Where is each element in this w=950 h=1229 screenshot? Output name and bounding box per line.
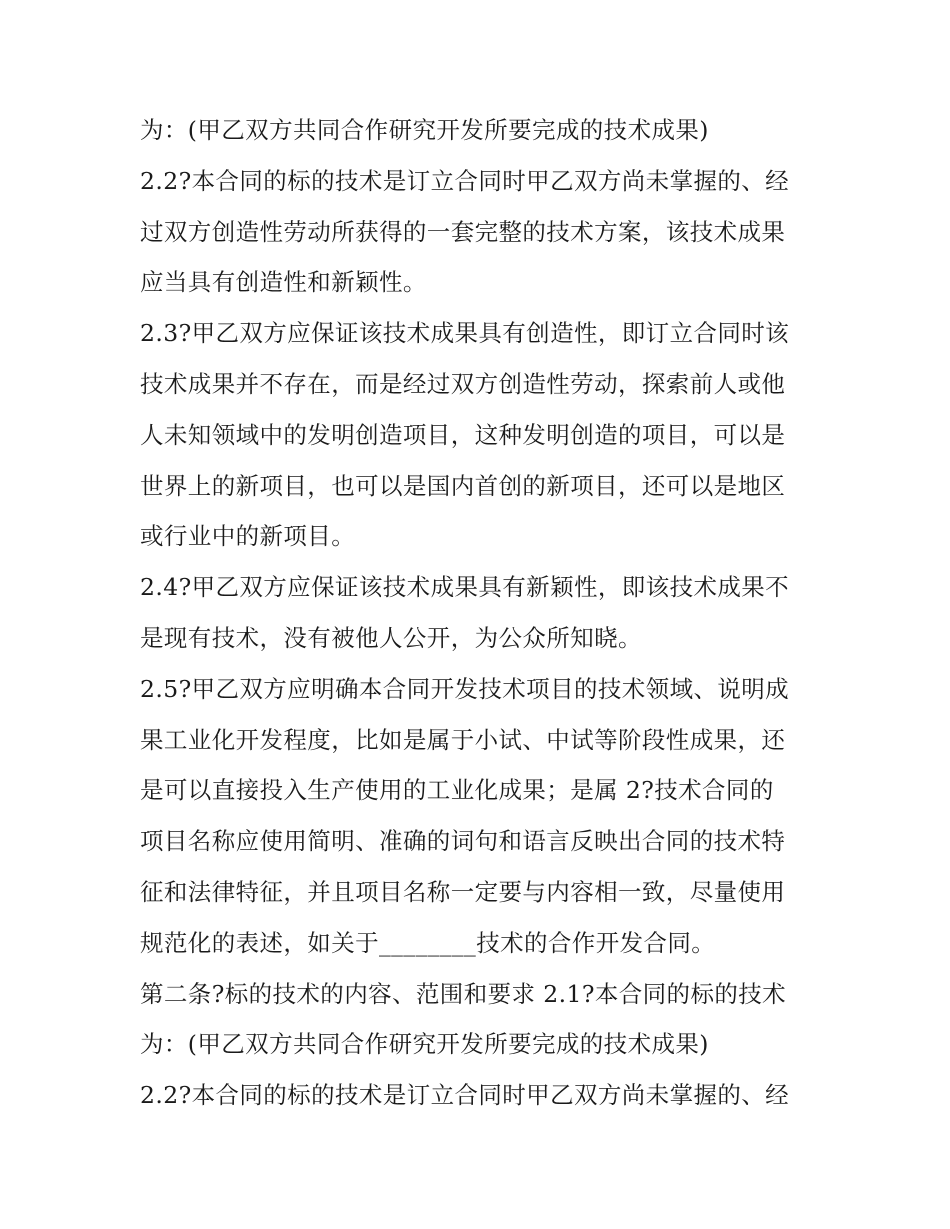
text-line: 规范化的表述，如关于________技术的合作开发合同。 xyxy=(140,928,716,957)
text-line: 征和法律特征，并且项目名称一定要与内容相一致，尽量使用 xyxy=(140,877,786,906)
text-line: 项目名称应使用简明、准确的词句和语言反映出合同的技术特 xyxy=(140,827,786,856)
text-line: 2.2?本合同的标的技术是订立合同时甲乙双方尚未掌握的、经 xyxy=(140,1081,790,1110)
text-line: 世界上的新项目，也可以是国内首创的新项目，还可以是地区 xyxy=(140,471,786,500)
text-line: 2.5?甲乙双方应明确本合同开发技术项目的技术领域、说明成 xyxy=(140,674,790,703)
text-line: 是现有技术，没有被他人公开，为公众所知晓。 xyxy=(140,623,642,652)
text-line: 为：(甲乙双方共同合作研究开发所要完成的技术成果) xyxy=(140,116,709,144)
contract-text xyxy=(140,105,830,1121)
text-line: 果工业化开发程度，比如是属于小试、中试等阶段性成果，还 xyxy=(140,725,786,754)
text-line: 或行业中的新项目。 xyxy=(140,522,356,551)
text-line: 2.2?本合同的标的技术是订立合同时甲乙双方尚未掌握的、经 xyxy=(140,166,790,195)
text-line: 应当具有创造性和新颖性。 xyxy=(140,268,427,297)
text-line: 是可以直接投入生产使用的工业化成果；是属 2?技术合同的 xyxy=(140,776,774,805)
text-line: 2.4?甲乙双方应保证该技术成果具有新颖性，即该技术成果不 xyxy=(140,573,790,602)
text-line: 第二条?标的技术的内容、范围和要求 2.1?本合同的标的技术 xyxy=(140,979,787,1008)
text-line: 技术成果并不存在，而是经过双方创造性劳动，探索前人或他 xyxy=(140,369,786,398)
text-line: 过双方创造性劳动所获得的一套完整的技术方案，该技术成果 xyxy=(140,217,786,246)
text-line: 2.3?甲乙双方应保证该技术成果具有创造性，即订立合同时该 xyxy=(140,319,790,348)
text-line: 人未知领域中的发明创造项目，这种发明创造的项目，可以是 xyxy=(140,420,786,449)
text-line: 为：(甲乙双方共同合作研究开发所要完成的技术成果) xyxy=(140,1030,709,1059)
